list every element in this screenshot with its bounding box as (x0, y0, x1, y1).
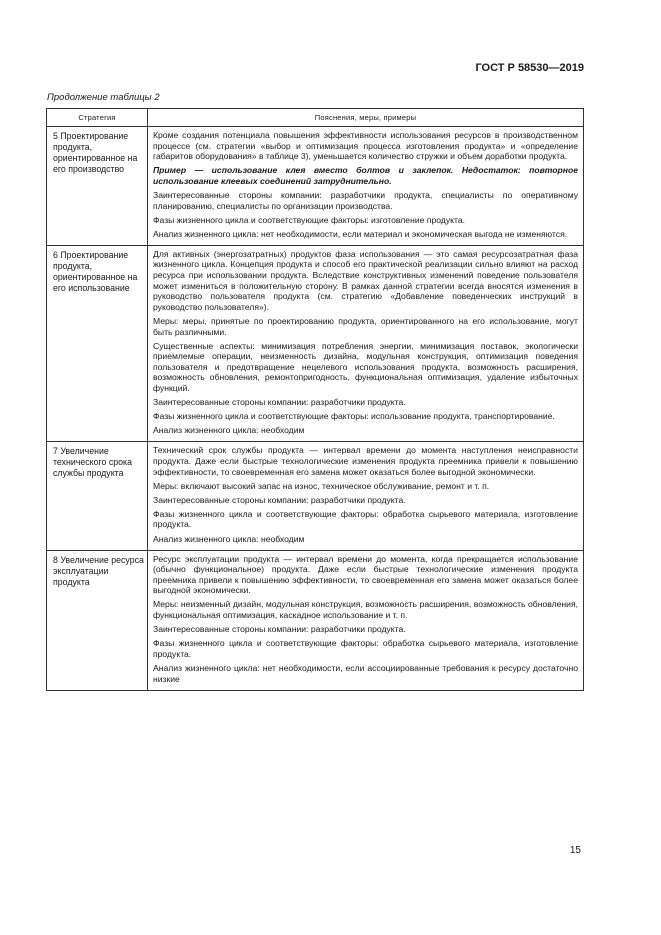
column-header-notes: Пояснения, меры, примеры (148, 109, 584, 127)
note-paragraph: Фазы жизненного цикла и соответствующие факторы: обработка сырьевого материала, изготовление продукта. (153, 508, 578, 530)
strategy-cell: 8 Увеличение ресурса эксплуатации продукта (47, 550, 148, 690)
note-paragraph: Ресурс эксплуатации продукта — интервал времени до момента, когда прекращается использование (обычно функциональное) продукта. Даже если быстрые технологические изменения продукта преемника привели к повышению эффективности, то своевременная его замена может оказаться более выгодной экономически. (153, 553, 578, 596)
table-header-row (47, 109, 584, 127)
strategy-cell: 6 Проектирование продукта, ориентированное на его использование (47, 245, 148, 442)
note-paragraph: Кроме создания потенциала повышения эффективности использования ресурсов в производственном процессе (см. стратегии «выбор и оптимизация процесса изготовления продукта» и «определение габаритов оборудования» в таблице 3), уменьшается количество стружки и объем доработки продукта. (153, 130, 578, 162)
note-paragraph: Заинтересованные стороны компании: разработчики продукта, специалисты по оперативному планированию, специалисты по организации производства. (153, 189, 578, 211)
document-code: ГОСТ Р 58530—2019 (475, 62, 584, 74)
note-paragraph: Фазы жизненного цикла и соответствующие факторы: обработка сырьевого материала, изготовление продукта. (153, 638, 578, 659)
note-paragraph: Анализ жизненного цикла: нет необходимости, если материал и экономическая выгода не изменяются. (153, 228, 568, 239)
notes-cell (148, 550, 584, 690)
note-paragraph: Анализ жизненного цикла: необходим (153, 533, 305, 544)
note-paragraph: Технический срок службы продукта — интервал времени до момента наступления неисправности продукта. Даже если быстрые технологические изменения продукта преемника привели к повышению эффективности, то своевременная его замена может оказаться более выгодной экономически. (153, 445, 578, 477)
note-paragraph: Заинтересованные стороны компании: разработчики продукта. (153, 397, 406, 408)
notes-cell (148, 442, 584, 550)
table-continuation-caption: Продолжение таблицы 2 (47, 92, 160, 103)
note-paragraph: Для активных (энергозатратных) продуктов фаза использования — это самая ресурсозатратная фаза жизненного цикла. Концепция продукта и способ его практической реализации сильно влияют на расход ресурса при использовании продукта. Вследствие конструктивных изменений поведение пользователя может измениться в положительную сторону. В рамках данной стратегии всегда вносятся изменения в руководство пользователя продукта (см. стратегию «Добавление поведенческих инструкций в руководство пользователя»). (153, 248, 578, 312)
strategy-cell: 7 Увеличение технического срока службы продукта (47, 442, 148, 550)
table-row (47, 245, 584, 442)
page-number: 15 (569, 845, 581, 856)
notes-cell (148, 245, 584, 442)
note-paragraph: Заинтересованные стороны компании: разработчики продукта. (153, 624, 406, 635)
note-paragraph: Меры: включают высокий запас на износ, техническое обслуживание, ремонт и т. п. (153, 480, 490, 491)
table-body (47, 127, 584, 691)
note-paragraph: Заинтересованные стороны компании: разработчики продукта. (153, 494, 406, 505)
note-paragraph: Меры: неизменный дизайн, модульная конструкция, возможность расширения, возможность обновления, функциональная оптимизация, каскадное использование и т. п. (153, 599, 578, 621)
note-paragraph: Анализ жизненного цикла: необходим (153, 425, 305, 436)
note-paragraph: Анализ жизненного цикла: нет необходимости, если ассоциированные требования к ресурсу достаточно низкие (153, 662, 578, 684)
strategy-cell: 5 Проектирование продукта, ориентированное на его производство (47, 127, 148, 246)
note-paragraph: Меры: меры, принятые по проектированию продукта, ориентированного на его использование, могут быть различными. (153, 315, 578, 337)
table-row (47, 550, 584, 690)
example-paragraph: Пример — использование клея вместо болтов и заклепок. Недостаток: повторное использование клеевых соединений затруднительно. (153, 165, 578, 186)
note-paragraph: Существенные аспекты: минимизация потребления энергии, минимизация поставок, экологически приемлемые операции, неизменность дизайна, модульная конструкция, оптимизация поведения пользователя и предотвращение нецелевого использования продукта, возможность расширения, возможность обновления, ремонтопригодность, функциональная оптимизация, удаление избыточных функций. (153, 340, 578, 393)
notes-cell (148, 127, 584, 246)
table-row (47, 442, 584, 550)
column-header-strategy: Стратегия (47, 109, 148, 127)
note-paragraph: Фазы жизненного цикла и соответствующие факторы: изготовление продукта. (153, 214, 465, 225)
strategies-table (46, 108, 584, 691)
table-row (47, 127, 584, 246)
note-paragraph: Фазы жизненного цикла и соответствующие факторы: использование продукта, транспортирование. (153, 411, 555, 422)
